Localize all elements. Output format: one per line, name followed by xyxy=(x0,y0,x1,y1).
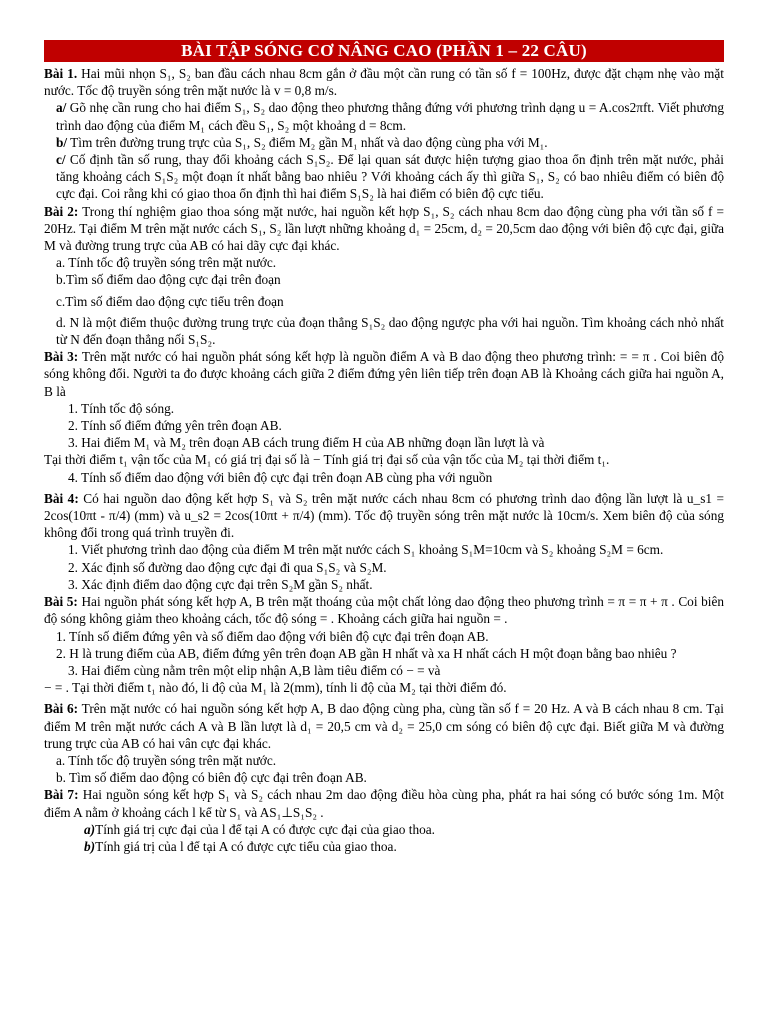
bai2-intro-text: Trong thí nghiệm giao thoa sóng mặt nước, hai nguồn kết hợp S₁, S₂ cách nhau 8cm dao động cùng pha với tần số f = 20Hz. Tại điểm M trên mặt nước cách S₁, S₂ lần lượt những khoảng d₁ = 25cm, d₂ = 20,5cm dao động với biên độ cực đại, giữa M và đường trung trực của AB có hai dãy cực đại khác. xyxy=(44,203,724,254)
bai1-b-label: b/ xyxy=(56,134,68,150)
bai7-b-text: Tính giá trị của l để tại A có được cực tiểu của giao thoa. xyxy=(95,838,397,854)
bai2-intro xyxy=(44,203,724,255)
bai7-part-b xyxy=(44,838,724,855)
bai1-part-a xyxy=(44,99,724,133)
bai2-part-b: b.Tìm số điểm dao động cực đại trên đoạn xyxy=(56,272,281,288)
bai5-q3-continued: − = . Tại thời điểm t₁ nào đó, li độ của M₁ là 2(mm), tính li độ của M₂ tại thời điểm đó. xyxy=(44,680,507,696)
bai4-q1: 1. Viết phương trình dao động của điểm M trên mặt nước cách S₁ khoảng S₁M=10cm và S₂ khoảng S₂M = 6cm. xyxy=(68,542,664,558)
document-title: BÀI TẬP SÓNG CƠ NÂNG CAO (PHẦN 1 – 22 CÂU) xyxy=(44,40,724,62)
bai5-label: Bài 5: xyxy=(44,594,78,610)
bai1-intro xyxy=(44,65,724,99)
bai2-part-d: d. N là một điểm thuộc đường trung trực của đoạn thẳng S₁S₂ dao động ngược pha với hai nguồn. Tìm khoảng cách nhỏ nhất từ N đến đoạn thẳng nối S₁S₂. xyxy=(56,314,724,348)
bai3-q2: 2. Tính số điểm đứng yên trên đoạn AB. xyxy=(68,418,282,434)
bai4-intro-text: Có hai nguồn dao động kết hợp S₁ và S₂ trên mặt nước cách nhau 8cm có phương trình dao động lần lượt là u_s1 = 2cos(10πt - π/4) (mm) và u_s2 = 2cos(10πt + π/4) (mm). Tốc độ truyền sóng trên mặt nước là 10cm/s. Xem biên độ của sóng không đổi trong quá trình truyền đi. xyxy=(44,490,724,541)
bai7-intro-text: Hai nguồn sóng kết hợp S₁ và S₂ cách nhau 2m dao động điều hòa cùng pha, phát ra hai sóng có bước sóng 1m. Một điểm A nằm ở khoảng cách l kể từ S₁ và AS₁⊥S₁S₂ . xyxy=(44,787,724,820)
bai1-part-c xyxy=(44,151,724,203)
bai5-q3: 3. Hai điểm cùng nằm trên một elip nhận A,B làm tiêu điểm có − = và xyxy=(68,662,441,678)
bai3-intro-text: Trên mặt nước có hai nguồn phát sóng kết hợp là nguồn điểm A và B dao động theo phương trình: = = π . Coi biên độ sóng không đổi. Người ta đo được khoảng cách giữa 2 điểm đứng yên liên tiếp trên đoạn AB là Khoảng cách giữa hai nguồn A, B là xyxy=(44,349,724,399)
bai2-part-c: c.Tìm số điểm dao động cực tiểu trên đoạn xyxy=(56,293,284,309)
bai6-intro xyxy=(44,700,724,752)
bai7-label: Bài 7: xyxy=(44,787,79,803)
bai1-b-text: Tìm trên đường trung trực của S₁, S₂ điểm M₂ gần M₁ nhất và dao động cùng pha với M₁. xyxy=(67,134,548,150)
bai5-intro xyxy=(44,593,724,627)
bai7-b-label: b) xyxy=(84,838,96,854)
bai4-intro xyxy=(44,490,724,542)
bai1-label: Bài 1. xyxy=(44,66,78,81)
bai2-part-a: a. Tính tốc độ truyền sóng trên mặt nước. xyxy=(56,255,277,271)
bai5-intro-text: Hai nguồn phát sóng kết hợp A, B trên mặt thoáng của một chất lỏng dao động theo phương trình = π = π + π . Coi biên độ sóng không giảm theo khoảng cách, tốc độ sóng = . Khoảng cách giữa hai nguồn = . xyxy=(44,594,724,627)
bai3-label: Bài 3: xyxy=(44,349,79,365)
bai3-q4: 4. Tính số điểm dao động với biên độ cực đại trên đoạn AB cùng pha với nguồn xyxy=(68,469,493,485)
bai7-a-text: Tính giá trị cực đại của l để tại A có được cực đại của giao thoa. xyxy=(95,821,435,837)
bai5-q1: 1. Tính số điểm đứng yên và số điểm dao động với biên độ cực đại trên đoạn AB. xyxy=(56,628,489,644)
bai1-part-b xyxy=(44,134,724,151)
bai1-a-text: Gõ nhẹ cần rung cho hai điểm S₁, S₂ dao động theo phương thẳng đứng với phương trình dạng u = A.cos2πft. Viết phương trình dao động của điểm M₁ cách đều S₁, S₂ một khoảng d = 8cm. xyxy=(56,100,724,133)
bai3-q1: 1. Tính tốc độ sóng. xyxy=(68,400,175,416)
bai6-part-a: a. Tính tốc độ truyền sóng trên mặt nước. xyxy=(56,752,277,768)
bai3-intro xyxy=(44,348,724,400)
bai4-q2: 2. Xác định số đường dao động cực đại đi qua S₁S₂ và S₂M. xyxy=(68,559,387,575)
bai7-part-a xyxy=(44,821,724,838)
bai4-q3: 3. Xác định điểm dao động cực đại trên S₂M gần S₂ nhất. xyxy=(68,576,373,592)
bai1-a-label: a/ xyxy=(56,100,67,116)
bai7-intro xyxy=(44,786,724,820)
bai3-q3: 3. Hai điểm M₁ và M₂ trên đoạn AB cách trung điểm H của AB những đoạn lần lượt là và xyxy=(68,435,545,451)
bai7-a-label: a) xyxy=(84,821,96,837)
bai1-c-label: c/ xyxy=(56,152,66,168)
bai2-label: Bài 2: xyxy=(44,203,79,219)
bai3-q3-continued: Tại thời điểm t₁ vận tốc của M₁ có giá trị đại số là − Tính giá trị đại số của vận tốc của M₂ tại thời điểm t₁. xyxy=(44,452,610,468)
bai1-intro-text: Hai mũi nhọn S₁, S₂ ban đầu cách nhau 8cm gắn ở đầu một cần rung có tần số f = 100Hz, được đặt chạm nhẹ vào mặt nước. Tốc độ truyền sóng trên mặt nước là v = 0,8 m/s. xyxy=(44,66,724,99)
bai6-label: Bài 6: xyxy=(44,701,79,717)
bai6-part-b: b. Tìm số điểm dao động có biên độ cực đại trên đoạn AB. xyxy=(56,770,367,786)
bai1-c-text: Cố định tần số rung, thay đổi khoảng cách S₁S₂. Để lại quan sát được hiện tượng giao thoa ổn định trên mặt nước, phải tăng khoảng cách S₁S₂ một đoạn ít nhất bằng bao nhiêu ? Với khoảng cách ấy thì giữa S₁, S₂ có bao nhiêu điểm có biên độ cực đại. Coi rằng khi có giao thoa ổn định thì hai điểm S₁S₂ là hai điểm có biên độ cực tiểu. xyxy=(56,152,724,202)
bai5-q2: 2. H là trung điểm của AB, điểm đứng yên trên đoạn AB gần H nhất và xa H nhất cách H một đoạn bằng bao nhiêu ? xyxy=(56,645,677,661)
bai6-intro-text: Trên mặt nước có hai nguồn sóng kết hợp A, B dao động cùng pha, cùng tần số f = 20 Hz. A và B cách nhau 8 cm. Tại điểm M trên mặt nước cách A và B lần lượt là d₁ = 20,5 cm và d₂ = 25,0 cm sóng có biên độ cực đại. Biết giữa M và đường trung trực của AB có hai vân cực đại khác. xyxy=(44,701,724,751)
bai4-label: Bài 4: xyxy=(44,490,79,506)
